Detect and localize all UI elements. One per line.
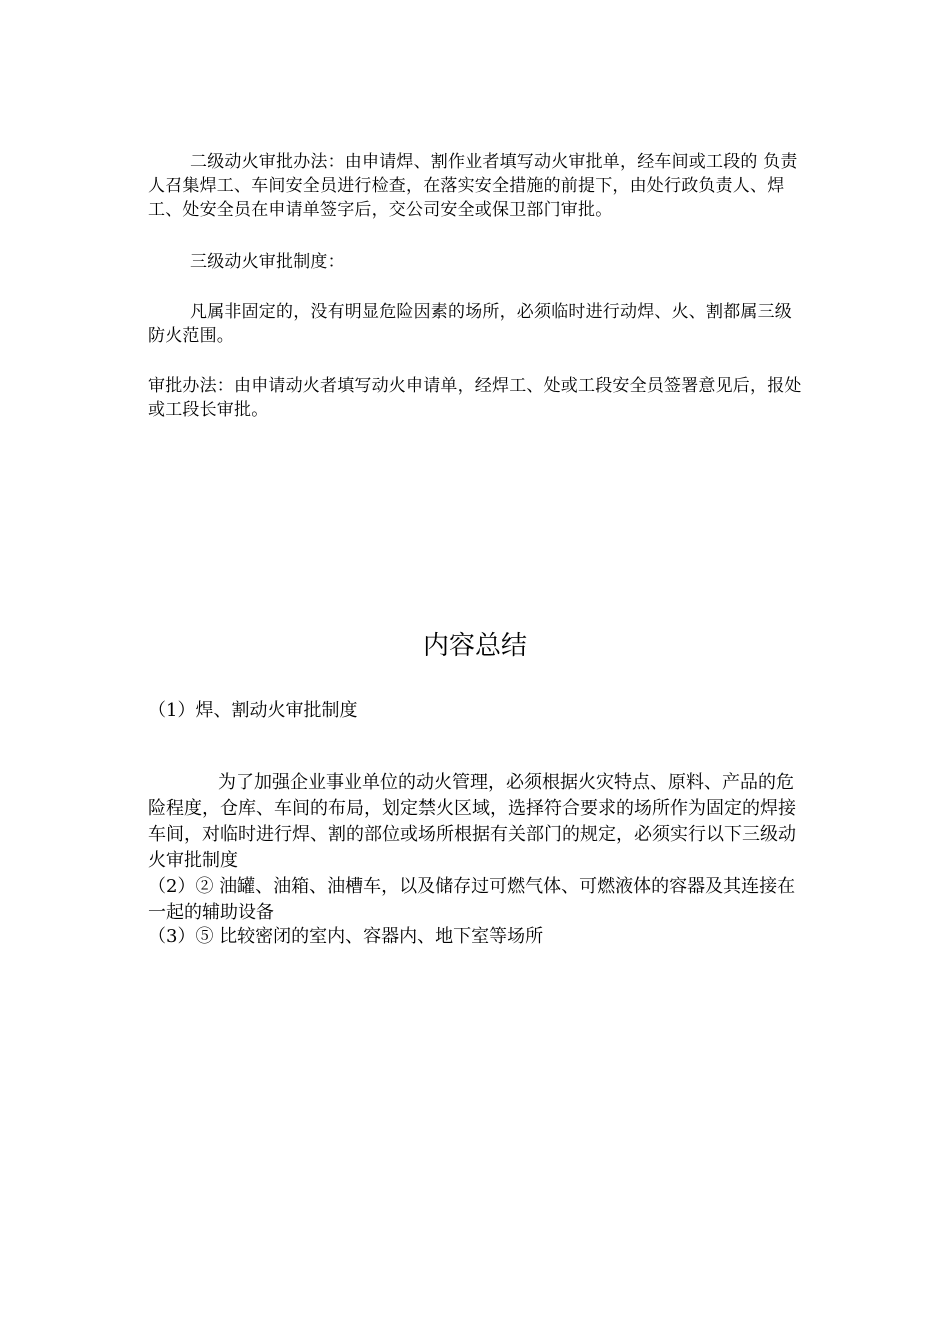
paragraph-secondary-approval-method: 二级动火审批办法：由申请焊、割作业者填写动火审批单，经车间或工段的 负责人召集焊工、车间安全员进行检查，在落实安全措施的前提下，由处行政负责人、焊工、处安全员在申请单签字后，交公司安全或保卫部门审批。 (148, 152, 798, 220)
paragraph-approval-method: 审批办法：由申请动火者填写动火申请单，经焊工、处或工段安全员签署意见后，报处或工段长审批。 (148, 376, 802, 420)
summary-item-1: （1）焊、割动火审批制度 (148, 700, 358, 721)
summary-item-2: （2）② 油罐、油箱、油槽车，以及储存过可燃气体、可燃液体的容器及其连接在一起的辅助设备 (148, 876, 796, 923)
paragraph-tertiary-scope: 凡属非固定的，没有明显危险因素的场所，必须临时进行动焊、火、割都属三级防火范围。 (148, 302, 792, 346)
summary-item-3: （3）⑤ 比较密闭的室内、容器内、地下室等场所 (148, 926, 544, 947)
summary-title: 内容总结 (422, 631, 527, 661)
paragraph-tertiary-approval-heading: 三级动火审批制度： (190, 252, 345, 272)
summary-body-paragraph: 为了加强企业事业单位的动火管理，必须根据火灾特点、原料、产品的危险程度，仓库、车间的布局，划定禁火区域，选择符合要求的场所作为固定的焊接车间，对临时进行焊、割的部位或场所根据有关部门的规定，必须实行以下三级动火审批制度 (148, 772, 796, 871)
